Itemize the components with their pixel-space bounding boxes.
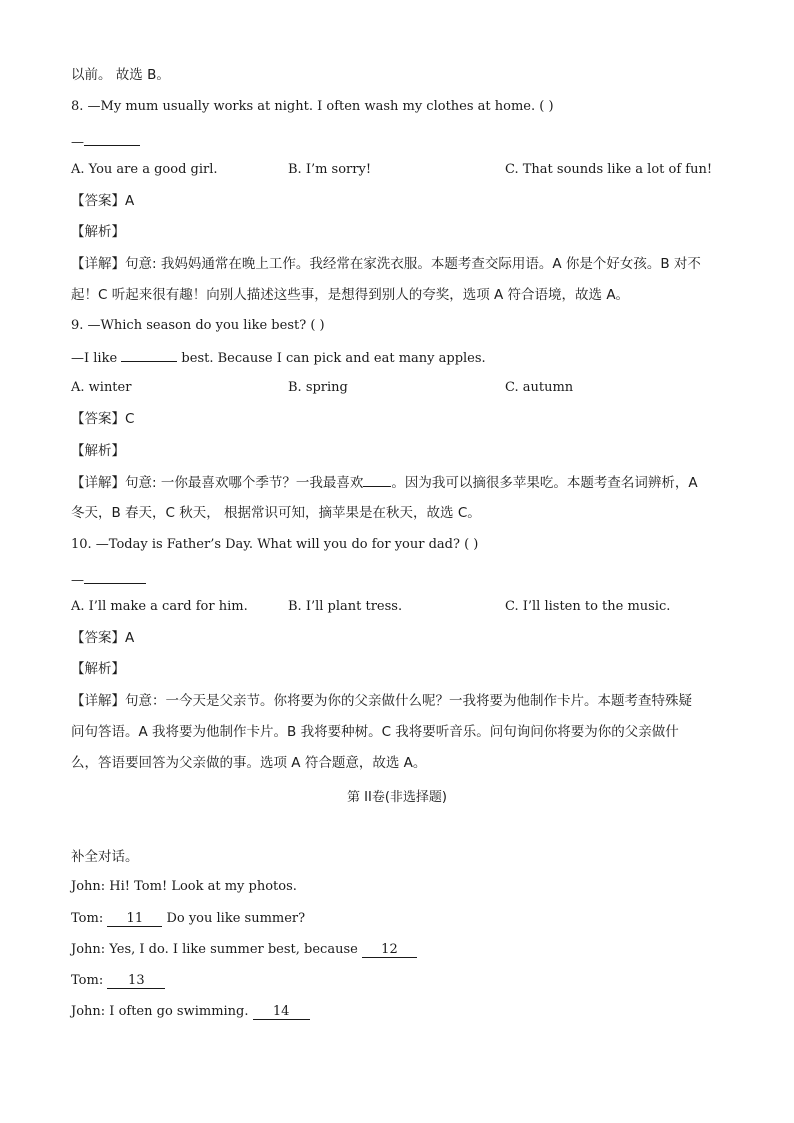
question-8: 8. —My mum usually works at night. I often wash my clothes at home. ( ) (71, 99, 554, 114)
q8-option-a: A. You are a good girl. (71, 162, 218, 177)
speaker-label: Tom: (71, 973, 108, 988)
blank-11: 11 (107, 912, 162, 927)
q10-detail-line-2: 问句答语。A 我将要为他制作卡片。B 我将要种树。C 我将要听音乐。问句询问你将要为你的父亲做什 (71, 724, 679, 740)
answer-blank (363, 473, 391, 487)
q10-option-b: B. I’ll plant tress. (288, 599, 403, 614)
q9-response-line (71, 348, 486, 368)
dash: — (71, 135, 84, 150)
question-9: 9. —Which season do you like best? ( ) (71, 318, 325, 333)
dialogue-line-john-1: John: Hi! Tom! Look at my photos. (71, 879, 297, 894)
q10-analysis-label: 【解析】 (71, 661, 125, 677)
question-10: 10. —Today is Father’s Day. What will you do for your dad? ( ) (71, 537, 479, 552)
dialogue-text: John: I often go swimming. (71, 1004, 253, 1019)
q8-option-c: C. That sounds like a lot of fun! (505, 162, 713, 177)
q9-detail-prefix: 【详解】句意: 一你最喜欢哪个季节？一我最喜欢 (71, 475, 364, 491)
q10-answer: 【答案】A (71, 630, 135, 646)
answer-blank (84, 570, 146, 584)
dialogue-line-john-3 (71, 1003, 310, 1021)
dialogue-line-tom-1 (71, 910, 305, 928)
q9-detail-line-2: 冬天，B 春天，C 秋天， 根据常识可知，摘苹果是在秋天，故选 C。 (71, 505, 481, 521)
q10-detail-line-1: 【详解】句意：一今天是父亲节。你将要为你的父亲做什么呢？一我将要为他制作卡片。本题考查特殊疑 (71, 693, 692, 709)
answer-blank (84, 132, 140, 146)
q10-option-a: A. I’ll make a card for him. (71, 599, 248, 614)
blank-12: 12 (362, 943, 417, 958)
q8-response-line (71, 132, 140, 152)
q9-detail-suffix: 。因为我可以摘很多苹果吃。本题考查名词辨析，A (391, 475, 698, 491)
q9-detail-line-1 (71, 473, 698, 492)
dialogue-line-tom-2 (71, 972, 165, 990)
dialogue-text: Do you like summer? (162, 911, 306, 926)
q8-option-b: B. I’m sorry! (288, 162, 372, 177)
q8-detail-line-2: 起！C 听起来很有趣！向别人描述这些事，是想得到别人的夸奖，选项 A 符合语境，故选 A。 (71, 287, 630, 303)
speaker-label: Tom: (71, 911, 108, 926)
q9-answer: 【答案】C (71, 411, 135, 427)
blank-14: 14 (253, 1005, 310, 1020)
q9-analysis-label: 【解析】 (71, 443, 125, 459)
answer-blank (121, 348, 177, 362)
q10-response-line (71, 570, 146, 590)
q9-option-c: C. autumn (505, 380, 574, 395)
dialogue-line-john-2 (71, 941, 417, 959)
q9-response-prefix: —I like (71, 351, 122, 366)
dialogue-text: John: Yes, I do. I like summer best, because (71, 942, 362, 957)
q9-option-a: A. winter (71, 380, 132, 395)
dialogue-instruction: 补全对话。 (71, 849, 139, 865)
q8-answer: 【答案】A (71, 193, 135, 209)
q9-response-suffix: best. Because I can pick and eat many apples. (177, 351, 486, 366)
q10-detail-line-3: 么，答语要回答为父亲做的事。选项 A 符合题意，故选 A。 (71, 755, 427, 771)
dash: — (71, 573, 84, 588)
blank-13: 13 (107, 974, 165, 989)
q10-option-c: C. I’ll listen to the music. (505, 599, 671, 614)
q8-detail-line-1: 【详解】句意: 我妈妈通常在晚上工作。我经常在家洗衣服。本题考查交际用语。A 你是个好女孩。B 对不 (71, 256, 701, 272)
prev-answer-tail: 以前。 故选 B。 (71, 67, 170, 83)
q8-analysis-label: 【解析】 (71, 224, 125, 240)
section-title: 第 II卷(非选择题) (347, 790, 447, 805)
q9-option-b: B. spring (288, 380, 348, 395)
